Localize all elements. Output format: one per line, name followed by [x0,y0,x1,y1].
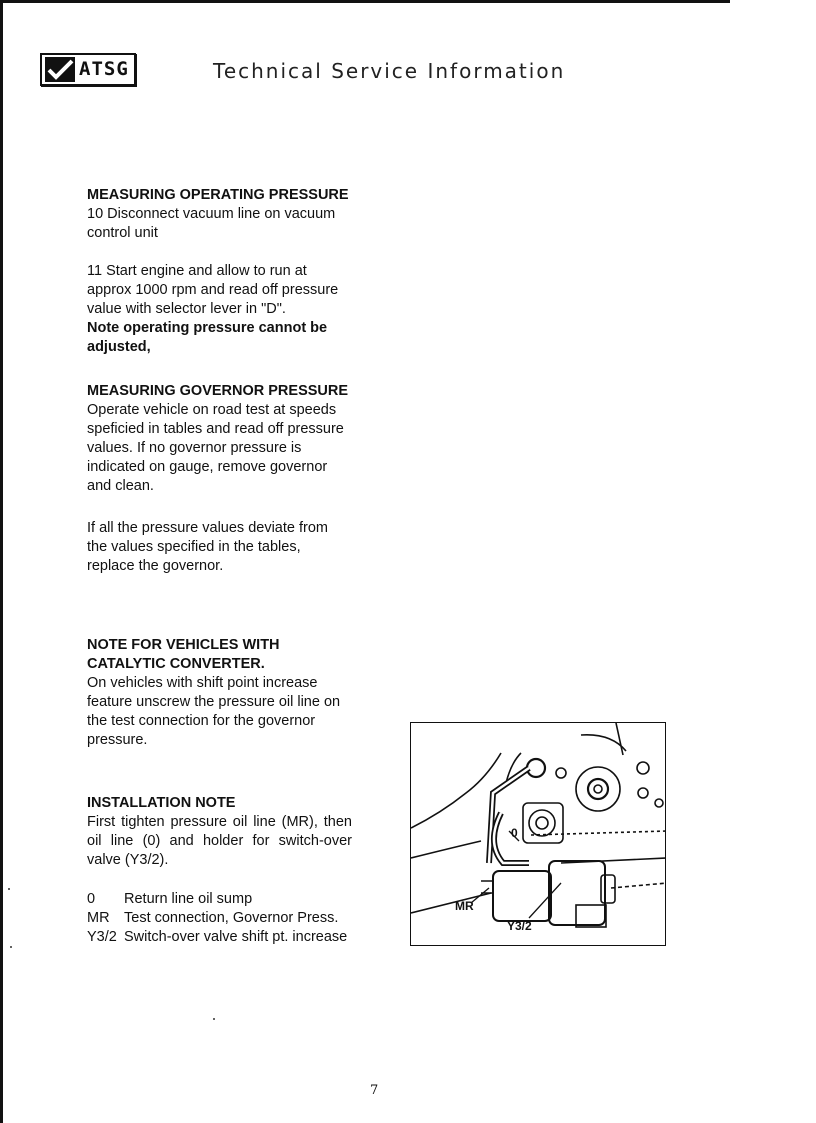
step-11-text: 11 Start engine and allow to run at approx 1000 rpm and read off pressure value with selector lever in "D". [87,263,339,317]
legend-code: MR [87,910,110,926]
atsg-logo [40,53,136,86]
legend-item [87,928,347,947]
label-0: 0 [511,826,518,840]
legend-code: 0 [87,891,96,907]
governor-body: Operate vehicle on road test at speeds speficied in tables and read off pressure values. If no governor pressure is indicated on gauge, remove governor and clean. [87,402,344,494]
operating-step-11 [87,262,352,357]
section-heading: MEASURING OPERATING PRESSURE [87,187,349,203]
scan-speck [8,888,10,890]
scan-speck [10,946,12,948]
legend-text: Return line oil sump [124,891,253,907]
page-header-title: Technical Service Information [213,59,566,83]
catalytic-body: On vehicles with shift point increase feature unscrew the pressure oil line on the test connection for the governor pressure. [87,675,341,748]
legend-code: Y3/2 [87,929,117,945]
installation-note-section [87,794,352,870]
legend-text: Switch-over valve shift pt. increase [124,929,348,945]
legend-text: Test connection, Governor Press. [124,910,339,926]
valve-body-illustration [410,722,666,946]
section-heading: MEASURING GOVERNOR PRESSURE [87,383,349,399]
legend-item [87,909,347,928]
operating-pressure-section [87,186,352,243]
page-border-top [0,0,730,3]
label-y32: Y3/2 [507,919,532,933]
page-border-left [0,0,3,1123]
legend-list [87,890,347,947]
governor-pressure-section [87,382,352,496]
operating-note: Note operating pressure cannot be adjusted, [87,320,328,355]
page-number: 7 [370,1083,379,1098]
step-10-text: 10 Disconnect vacuum line on vacuum control unit [87,206,336,241]
section-heading: INSTALLATION NOTE [87,795,236,811]
governor-body-2: If all the pressure values deviate from the values specified in the tables, replace the governor. [87,520,328,574]
label-mr: MR [455,899,474,913]
installation-body: First tighten pressure oil line (MR), then oil line (0) and holder for switch-over valve (Y3/2). [87,814,352,868]
catalytic-converter-section [87,636,352,750]
checkmark-icon [45,57,75,82]
section-heading: NOTE FOR VEHICLES WITH CATALYTIC CONVERTER. [87,637,280,672]
illustration-drawing [411,723,666,946]
governor-replace-note [87,519,352,576]
legend-item [87,890,347,909]
scan-speck [213,1018,215,1020]
logo-text: ATSG [79,58,129,80]
